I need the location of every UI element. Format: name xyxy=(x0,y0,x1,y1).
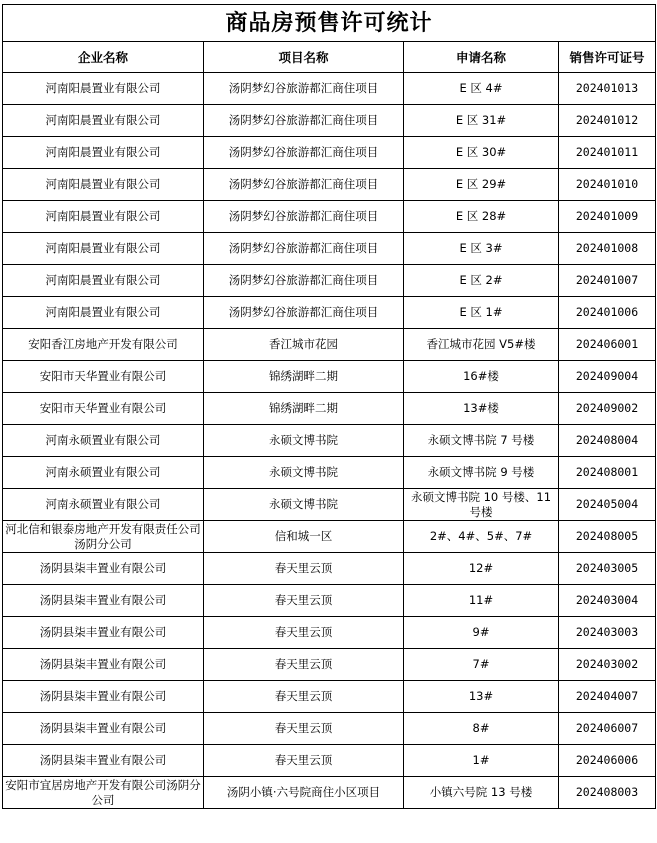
company-cell: 汤阴县柒丰置业有限公司 xyxy=(3,617,204,649)
company-cell: 河南永硕置业有限公司 xyxy=(3,489,204,521)
table-row xyxy=(3,233,656,265)
license-number-cell: 202403004 xyxy=(559,585,656,617)
application-cell: 小镇六号院 13 号楼 xyxy=(404,777,559,809)
company-cell: 汤阴县柒丰置业有限公司 xyxy=(3,745,204,777)
license-number-cell: 202408004 xyxy=(559,425,656,457)
license-number-cell: 202408005 xyxy=(559,521,656,553)
license-number-cell: 202401006 xyxy=(559,297,656,329)
table-row xyxy=(3,617,656,649)
table-row xyxy=(3,745,656,777)
project-cell: 春天里云顶 xyxy=(204,745,404,777)
table-row xyxy=(3,457,656,489)
project-cell: 汤阴梦幻谷旅游都汇商住项目 xyxy=(204,233,404,265)
project-cell: 春天里云顶 xyxy=(204,585,404,617)
company-cell: 汤阴县柒丰置业有限公司 xyxy=(3,649,204,681)
company-cell: 河北信和银泰房地产开发有限责任公司汤阴分公司 xyxy=(3,521,204,553)
license-number-cell: 202408003 xyxy=(559,777,656,809)
company-cell: 安阳市天华置业有限公司 xyxy=(3,361,204,393)
table-row xyxy=(3,73,656,105)
company-cell: 安阳香江房地产开发有限公司 xyxy=(3,329,204,361)
license-number-cell: 202403002 xyxy=(559,649,656,681)
license-number-cell: 202401012 xyxy=(559,105,656,137)
application-cell: E 区 30# xyxy=(404,137,559,169)
application-cell: E 区 4# xyxy=(404,73,559,105)
company-cell: 汤阴县柒丰置业有限公司 xyxy=(3,681,204,713)
table-row xyxy=(3,553,656,585)
license-number-cell: 202403005 xyxy=(559,553,656,585)
license-number-cell: 202401007 xyxy=(559,265,656,297)
company-cell: 河南阳晨置业有限公司 xyxy=(3,201,204,233)
table-row xyxy=(3,361,656,393)
application-cell: 12# xyxy=(404,553,559,585)
table-row xyxy=(3,489,656,521)
company-cell: 河南阳晨置业有限公司 xyxy=(3,233,204,265)
table-row xyxy=(3,105,656,137)
license-number-cell: 202409002 xyxy=(559,393,656,425)
license-number-cell: 202406007 xyxy=(559,713,656,745)
table-row xyxy=(3,425,656,457)
application-cell: E 区 1# xyxy=(404,297,559,329)
header-company: 企业名称 xyxy=(3,42,204,73)
company-cell: 河南永硕置业有限公司 xyxy=(3,457,204,489)
project-cell: 春天里云顶 xyxy=(204,681,404,713)
project-cell: 汤阴梦幻谷旅游都汇商住项目 xyxy=(204,169,404,201)
project-cell: 春天里云顶 xyxy=(204,649,404,681)
project-cell: 汤阴梦幻谷旅游都汇商住项目 xyxy=(204,73,404,105)
application-cell: 香江城市花园 V5#楼 xyxy=(404,329,559,361)
title-row xyxy=(3,5,656,42)
company-cell: 汤阴县柒丰置业有限公司 xyxy=(3,585,204,617)
table-row xyxy=(3,649,656,681)
table-body xyxy=(3,73,656,809)
project-cell: 春天里云顶 xyxy=(204,553,404,585)
table-row xyxy=(3,201,656,233)
table-row xyxy=(3,521,656,553)
header-license-number: 销售许可证号 xyxy=(559,42,656,73)
application-cell: 1# xyxy=(404,745,559,777)
project-cell: 锦绣湖畔二期 xyxy=(204,361,404,393)
presale-permit-table xyxy=(2,4,656,809)
application-cell: E 区 3# xyxy=(404,233,559,265)
license-number-cell: 202401011 xyxy=(559,137,656,169)
table-row xyxy=(3,137,656,169)
company-cell: 安阳市宜居房地产开发有限公司汤阴分公司 xyxy=(3,777,204,809)
company-cell: 安阳市天华置业有限公司 xyxy=(3,393,204,425)
header-project: 项目名称 xyxy=(204,42,404,73)
license-number-cell: 202408001 xyxy=(559,457,656,489)
license-number-cell: 202404007 xyxy=(559,681,656,713)
project-cell: 汤阴小镇·六号院商住小区项目 xyxy=(204,777,404,809)
project-cell: 汤阴梦幻谷旅游都汇商住项目 xyxy=(204,137,404,169)
license-number-cell: 202401009 xyxy=(559,201,656,233)
license-number-cell: 202406001 xyxy=(559,329,656,361)
table-row xyxy=(3,297,656,329)
application-cell: E 区 28# xyxy=(404,201,559,233)
application-cell: E 区 2# xyxy=(404,265,559,297)
header-row xyxy=(3,42,656,73)
page-title: 商品房预售许可统计 xyxy=(3,5,656,42)
project-cell: 永硕文博书院 xyxy=(204,489,404,521)
table-row xyxy=(3,329,656,361)
application-cell: 2#、4#、5#、7# xyxy=(404,521,559,553)
company-cell: 河南阳晨置业有限公司 xyxy=(3,297,204,329)
application-cell: 9# xyxy=(404,617,559,649)
project-cell: 春天里云顶 xyxy=(204,617,404,649)
company-cell: 河南阳晨置业有限公司 xyxy=(3,169,204,201)
application-cell: E 区 31# xyxy=(404,105,559,137)
application-cell: 11# xyxy=(404,585,559,617)
application-cell: 永硕文博书院 10 号楼、11 号楼 xyxy=(404,489,559,521)
application-cell: 永硕文博书院 7 号楼 xyxy=(404,425,559,457)
company-cell: 河南阳晨置业有限公司 xyxy=(3,137,204,169)
company-cell: 河南阳晨置业有限公司 xyxy=(3,265,204,297)
project-cell: 永硕文博书院 xyxy=(204,425,404,457)
application-cell: 16#楼 xyxy=(404,361,559,393)
license-number-cell: 202406006 xyxy=(559,745,656,777)
application-cell: 8# xyxy=(404,713,559,745)
project-cell: 春天里云顶 xyxy=(204,713,404,745)
project-cell: 永硕文博书院 xyxy=(204,457,404,489)
application-cell: 永硕文博书院 9 号楼 xyxy=(404,457,559,489)
application-cell: 13# xyxy=(404,681,559,713)
table-row xyxy=(3,713,656,745)
company-cell: 河南永硕置业有限公司 xyxy=(3,425,204,457)
company-cell: 汤阴县柒丰置业有限公司 xyxy=(3,713,204,745)
table-row xyxy=(3,393,656,425)
license-number-cell: 202403003 xyxy=(559,617,656,649)
application-cell: 7# xyxy=(404,649,559,681)
application-cell: E 区 29# xyxy=(404,169,559,201)
project-cell: 汤阴梦幻谷旅游都汇商住项目 xyxy=(204,297,404,329)
license-number-cell: 202405004 xyxy=(559,489,656,521)
project-cell: 汤阴梦幻谷旅游都汇商住项目 xyxy=(204,105,404,137)
application-cell: 13#楼 xyxy=(404,393,559,425)
table-row xyxy=(3,169,656,201)
project-cell: 汤阴梦幻谷旅游都汇商住项目 xyxy=(204,265,404,297)
license-number-cell: 202401010 xyxy=(559,169,656,201)
company-cell: 河南阳晨置业有限公司 xyxy=(3,73,204,105)
license-number-cell: 202401008 xyxy=(559,233,656,265)
project-cell: 香江城市花园 xyxy=(204,329,404,361)
project-cell: 锦绣湖畔二期 xyxy=(204,393,404,425)
company-cell: 河南阳晨置业有限公司 xyxy=(3,105,204,137)
table-row xyxy=(3,777,656,809)
table-row xyxy=(3,265,656,297)
table-row xyxy=(3,681,656,713)
project-cell: 信和城一区 xyxy=(204,521,404,553)
license-number-cell: 202401013 xyxy=(559,73,656,105)
license-number-cell: 202409004 xyxy=(559,361,656,393)
company-cell: 汤阴县柒丰置业有限公司 xyxy=(3,553,204,585)
project-cell: 汤阴梦幻谷旅游都汇商住项目 xyxy=(204,201,404,233)
table-row xyxy=(3,585,656,617)
header-application: 申请名称 xyxy=(404,42,559,73)
